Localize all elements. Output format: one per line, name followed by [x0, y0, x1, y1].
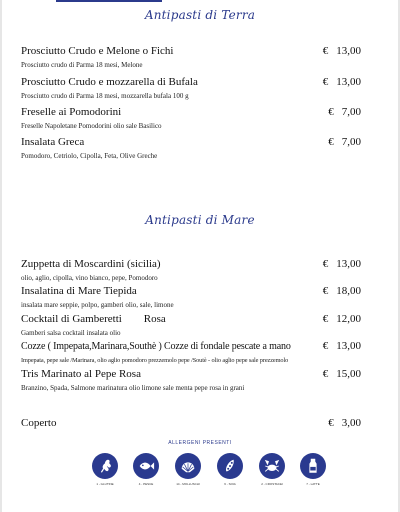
- item-name: Freselle ai Pomodorini: [21, 106, 122, 118]
- price-value: 13,00: [336, 340, 361, 352]
- currency-symbol: €: [322, 313, 329, 325]
- price-value: 15,00: [336, 368, 361, 380]
- allergen-label: 4 - PESCE: [138, 482, 154, 486]
- left-border: [0, 0, 2, 512]
- allergen-label: 2 - CROSTACEI: [261, 482, 283, 486]
- item-description: olio, aglio, cipolla, vino bianco, pepe, Pomodoro: [21, 274, 158, 282]
- top-accent-bar: [56, 0, 162, 2]
- top-frame: [0, 0, 400, 4]
- item-description: Prosciutto crudo di Parma 18 mesi, mozzarella bufala 100 g: [21, 92, 189, 100]
- item-name: Tris Marinato al Pepe Rosa: [21, 368, 141, 380]
- item-description: Branzino, Spada, Salmone marinatura olio limone sale menta pepe rosa in grani: [21, 384, 245, 392]
- item-description: Gamberi salsa cocktail insalata olio: [21, 329, 121, 337]
- item-name: Cozze ( Impepata,Marinara,Southè ) Cozze di fondale pescate a mano: [21, 341, 291, 352]
- item-name: Insalata Greca: [21, 136, 85, 148]
- currency-symbol: €: [328, 106, 334, 118]
- menu-item: [21, 76, 361, 101]
- allergen-label: 1 - GLUTINE: [96, 482, 114, 486]
- currency-symbol: €: [322, 285, 329, 297]
- item-price: [323, 313, 361, 326]
- allergen-label: 14 - MOLLUSCHI: [176, 482, 200, 486]
- price-value: 12,00: [336, 313, 361, 325]
- item-description: Pomodoro, Cetriolo, Cipolla, Feta, Olive Greche: [21, 152, 158, 160]
- currency-symbol: €: [322, 45, 329, 57]
- menu-item: [21, 313, 361, 338]
- allergen-badge: [211, 453, 249, 486]
- item-price: [328, 136, 361, 149]
- item-description: insalata mare seppie, polpo, gamberi olio, sale, limone: [21, 301, 174, 309]
- item-name: Zuppetta di Moscardini (sicilia): [21, 258, 161, 270]
- currency-symbol: €: [322, 76, 329, 88]
- currency-symbol: €: [328, 136, 334, 148]
- price-value: 3,00: [341, 417, 361, 429]
- allergen-badge: [86, 453, 124, 486]
- allergen-label: 7 - LATTE: [306, 482, 320, 486]
- item-price: [323, 76, 361, 89]
- crab-icon: [259, 453, 285, 479]
- menu-item: [21, 368, 361, 393]
- item-price: [323, 45, 361, 58]
- price-value: 7,00: [341, 136, 361, 148]
- menu-item: [21, 258, 361, 283]
- item-name: Prosciutto Crudo e mozzarella di Bufala: [21, 76, 198, 88]
- allergen-badge: [294, 453, 332, 486]
- menu-item: [21, 106, 361, 131]
- item-price: [323, 368, 361, 381]
- milk-icon: [300, 453, 326, 479]
- coperto-row: [21, 417, 361, 430]
- coperto-label: Coperto: [21, 417, 57, 429]
- coperto-price: [328, 417, 361, 430]
- item-price: [328, 106, 361, 119]
- soy-icon: [217, 453, 243, 479]
- item-price: [323, 285, 361, 298]
- item-description: Prosciutto crudo di Parma 18 mesi, Melone: [21, 61, 143, 69]
- wheat-icon: [92, 453, 118, 479]
- price-value: 13,00: [336, 258, 361, 270]
- allergen-badge: [169, 453, 207, 486]
- item-price: [323, 340, 361, 353]
- currency-symbol: €: [322, 368, 329, 380]
- price-value: 13,00: [336, 45, 361, 57]
- menu-item: [21, 285, 361, 310]
- price-value: 7,00: [341, 106, 361, 118]
- currency-symbol: €: [322, 258, 329, 270]
- currency-symbol: €: [328, 417, 334, 429]
- menu-item: [21, 136, 361, 161]
- item-name: Prosciutto Crudo e Melone o Fichi: [21, 45, 174, 57]
- price-value: 13,00: [336, 76, 361, 88]
- fish-icon: [133, 453, 159, 479]
- item-name: Insalatina di Mare Tiepida: [21, 285, 137, 297]
- item-price: [323, 258, 361, 271]
- menu-item: [21, 340, 361, 365]
- allergen-badge: [253, 453, 291, 486]
- menu-item: [21, 45, 361, 70]
- item-description: Impepata, pepe sale /Marinara, olio aglio pomodoro prezzemolo pepe /Soutè - olio aglio pepe sale prezzemolo: [21, 357, 289, 364]
- allergen-label: 6 - SOIA: [224, 482, 236, 486]
- shell-icon: [175, 453, 201, 479]
- price-value: 18,00: [336, 285, 361, 297]
- item-description: Freselle Napoletane Pomodorini olio sale Basilico: [21, 122, 162, 130]
- allergens-title: ALLERGENI PRESENTI: [168, 440, 232, 446]
- allergen-badge: [127, 453, 165, 486]
- currency-symbol: €: [322, 340, 329, 352]
- section-title-terra: Antipasti di Terra: [144, 8, 256, 22]
- item-name: Cocktail di Gamberetti Rosa: [21, 313, 166, 325]
- section-title-mare: Antipasti di Mare: [145, 213, 255, 227]
